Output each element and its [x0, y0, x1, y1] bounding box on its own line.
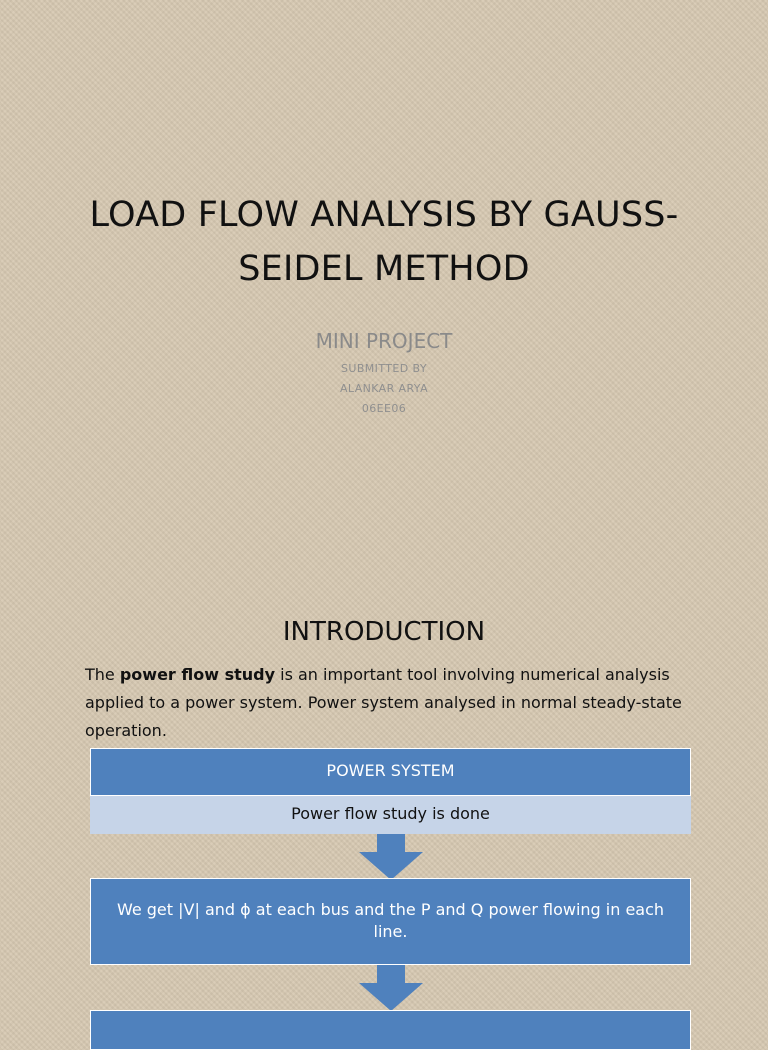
slide-title-line-2: SEIDEL METHOD	[238, 249, 530, 289]
flowchart-box-next	[90, 1010, 691, 1050]
intro-rest: is an important tool involving numerical analysis applied to a power system. Power system analysed in normal steady-state operation.	[85, 665, 682, 740]
down-arrow-icon	[359, 834, 423, 880]
flowchart-box-results: We get |V| and ϕ at each bus and the P and Q power flowing in each line.	[90, 878, 691, 965]
intro-bold-term: power flow study	[119, 665, 276, 684]
slide-title-line-1: LOAD FLOW ANALYSIS BY GAUSS-	[89, 195, 679, 235]
down-arrow-icon	[359, 965, 423, 1011]
roll-number: 06EE06	[361, 402, 407, 415]
introduction-heading: INTRODUCTION	[282, 617, 486, 647]
introduction-paragraph	[85, 661, 725, 745]
introduction-slide	[0, 576, 768, 1024]
slide-title	[50, 188, 718, 296]
author-name: ALANKAR ARYA	[340, 382, 428, 395]
slide-subtitle: MINI PROJECT	[315, 329, 453, 353]
intro-prefix: The	[85, 665, 120, 684]
submitted-by-label: SUBMITTED BY	[341, 362, 427, 375]
flowchart-box-power-flow-study: Power flow study is done	[90, 796, 691, 834]
flowchart-box-power-system: POWER SYSTEM	[90, 748, 691, 796]
